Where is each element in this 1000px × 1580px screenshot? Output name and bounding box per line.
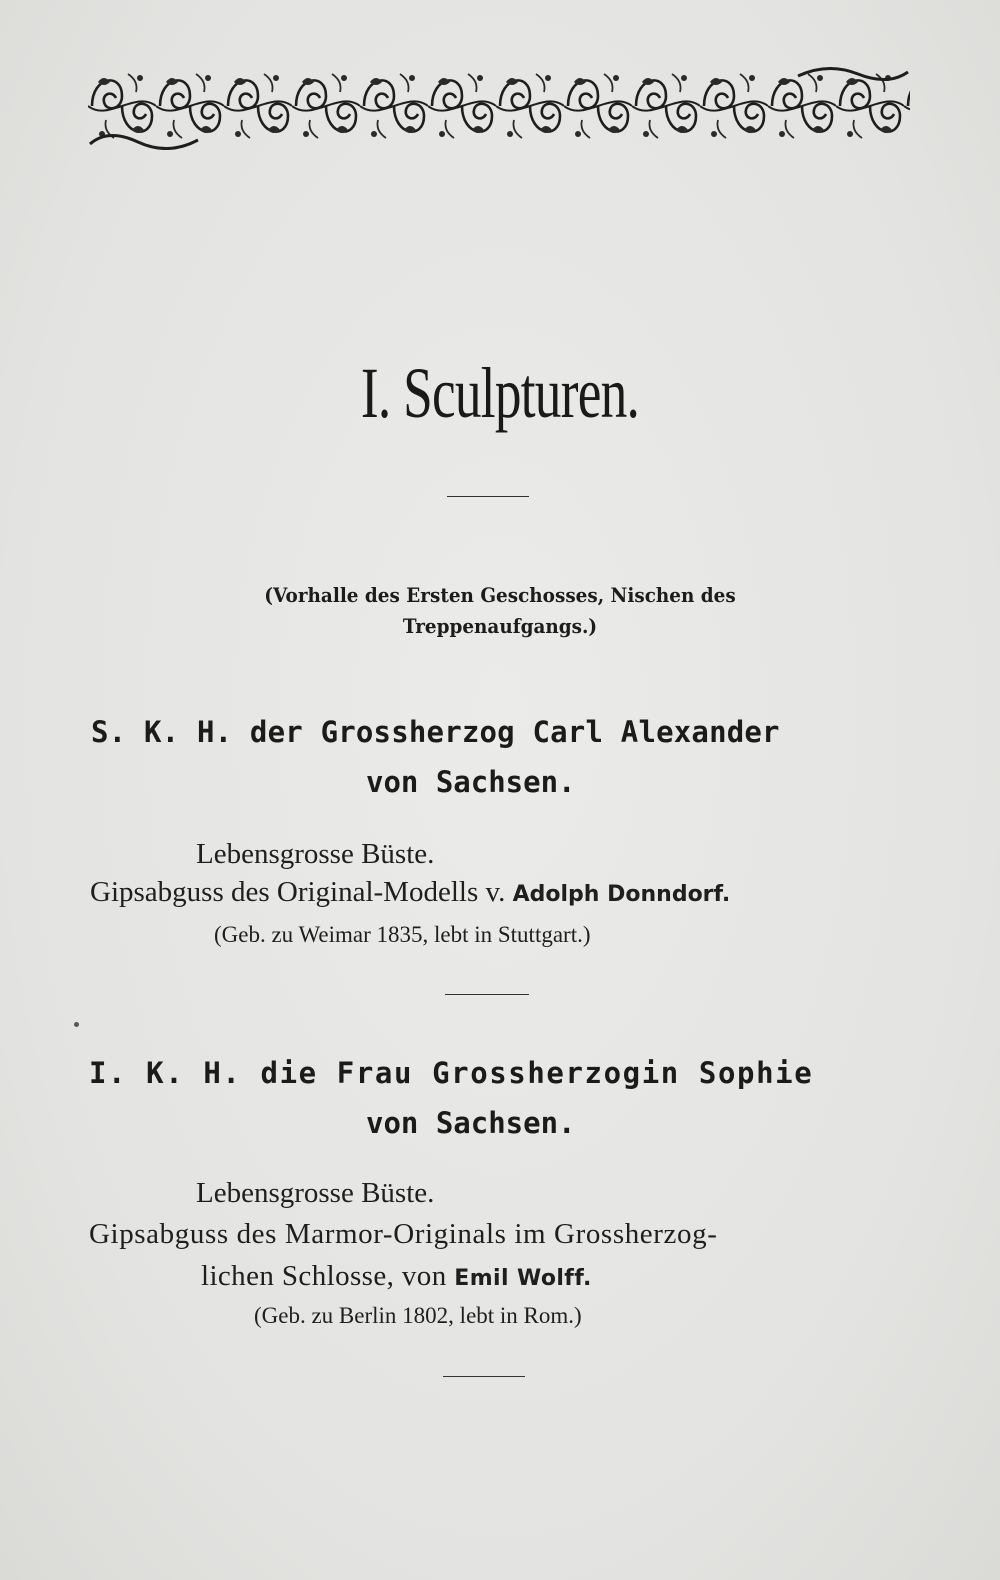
artist-name: Emil Wolff. [454,1266,592,1291]
entry-material-line-1: Gipsabguss des Marmor-Originals im Grossherzog- [89,1218,718,1250]
entry-note: (Geb. zu Berlin 1802, lebt in Rom.) [254,1303,582,1328]
divider-rule [443,1376,525,1377]
entry-heading-line-2: von Sachsen. [366,1106,576,1140]
divider-rule [447,496,529,497]
entry-heading-line-1: I. K. H. die Frau Grossherzogin Sophie [89,1056,814,1090]
entry-material [90,876,730,909]
ornament-band [88,62,910,150]
material-text: Gipsabguss des Original-Modells v. [90,876,506,908]
location-line-2: Treppenaufgangs.) [402,614,598,638]
artist-name: Adolph Donndorf. [512,882,731,907]
location-note [40,580,960,642]
entry-type: Lebensgrosse Büste. [196,838,435,870]
entry-material-line-2 [201,1260,592,1293]
divider-rule [445,994,529,995]
entry-type: Lebensgrosse Büste. [196,1177,435,1209]
entry-note: (Geb. zu Weimar 1835, lebt in Stuttgart.) [214,922,591,947]
print-speck [74,1022,79,1027]
location-line-1: (Vorhalle des Ersten Geschosses, Nischen des [264,583,736,607]
page-title: I. Sculpturen. [360,353,640,433]
material-text: lichen Schlosse, von [201,1260,447,1292]
entry-heading-line-1: S. K. H. der Grossherzog Carl Alexander [91,715,780,749]
entry-heading-line-2: von Sachsen. [366,765,576,799]
